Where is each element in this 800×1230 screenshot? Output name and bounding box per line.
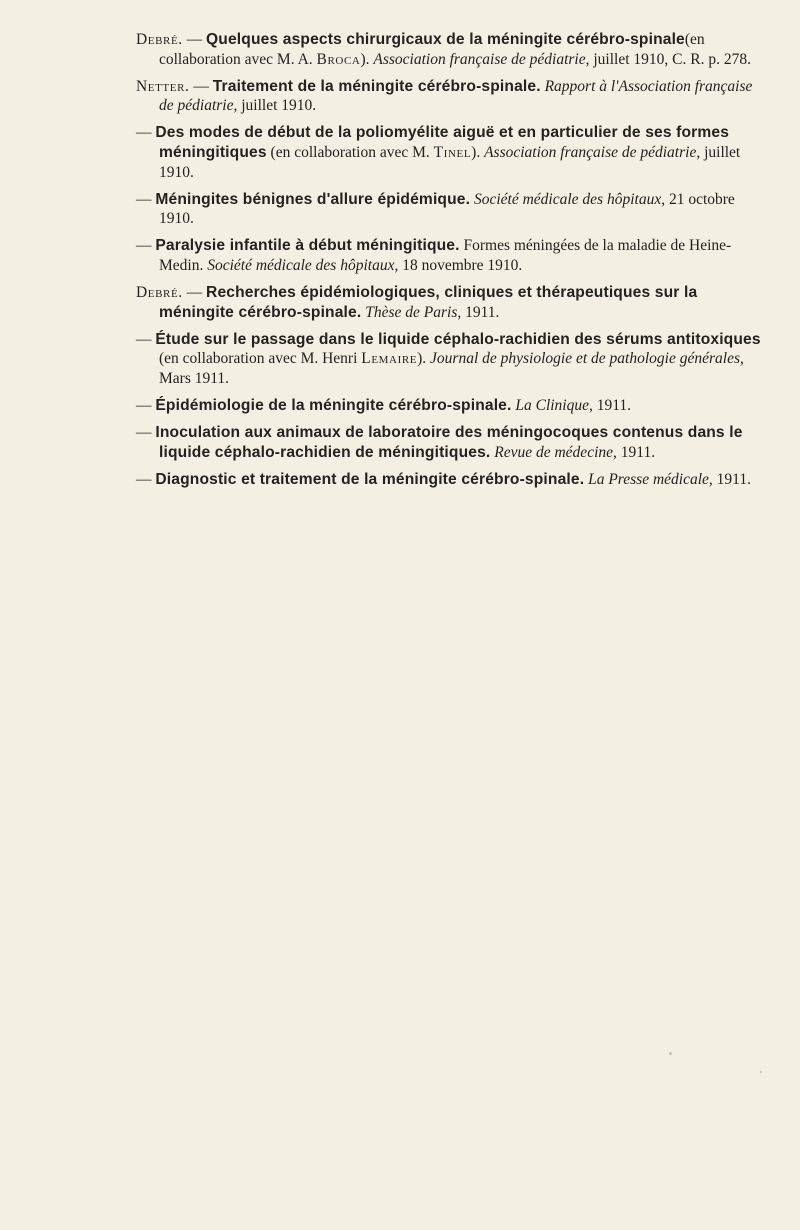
entry-details: , 1911. [589, 397, 632, 414]
entry-author: Debré. [136, 31, 183, 48]
entry-details: , juillet 1910. [159, 143, 741, 181]
entry-dash: — [186, 31, 203, 48]
entry-title: Paralysie infantile à début méningitique. [155, 237, 460, 255]
entry-title: Quelques aspects chirurgicaux de la méningite cérébro-spinale [206, 31, 685, 48]
entry-collaborator: Broca [316, 50, 361, 68]
entry-journal: Revue de médecine [494, 443, 614, 461]
entry-details: , 1911. [613, 443, 656, 461]
entry-title: Étude sur le passage dans le liquide céphalo-rachidien des sérums antitoxiques [155, 330, 761, 348]
entry-details: , 18 novembre 1910. [394, 256, 523, 274]
entry-journal: Rapport à l'Association française de pédiatrie [159, 77, 753, 115]
entry-dash: — [186, 284, 203, 302]
entry-dash: — [136, 424, 152, 442]
entry-details: , 21 octobre 1910. [159, 190, 735, 228]
bibliography-entry [136, 30, 766, 69]
entry-pre: Formes méningées de la maladie de Heine-Medin. [159, 237, 732, 274]
entry-title: Des modes de début de la poliomyélite aiguë et en particulier de ses formes méningitiques [155, 124, 730, 161]
bibliography-entry [136, 470, 766, 490]
entry-journal: Association française de pédiatrie [484, 143, 697, 161]
bibliography-entry [136, 123, 766, 182]
bibliography-entry [136, 236, 766, 275]
entry-details: , 1911. [457, 303, 500, 321]
paper-speck [669, 1052, 672, 1055]
entry-dash: — [136, 330, 152, 348]
entry-details: , juillet 1910. [233, 97, 317, 115]
bibliography-entry [136, 190, 766, 229]
entry-title: Recherches épidémiologiques, cliniques et thérapeutiques sur la méningite cérébro-spinale. [159, 284, 698, 321]
entry-details: , juillet 1910, C. R. p. 278. [585, 50, 751, 68]
entry-pre: (en collaboration avec M. A. [159, 31, 705, 68]
bibliography-entry [136, 396, 766, 416]
entry-pre: (en collaboration avec M. [266, 143, 434, 161]
entry-journal: Thèse de Paris [365, 303, 458, 321]
entry-mid: ). [417, 350, 431, 368]
entry-dash: — [136, 470, 152, 488]
bibliography-entry [136, 283, 766, 322]
entry-dash: — [136, 124, 152, 142]
entry-dash: — [136, 237, 152, 255]
entry-author: Debré. [136, 284, 183, 302]
entry-dash: — [193, 77, 209, 95]
entry-collaborator: Lemaire [361, 350, 418, 368]
entry-journal: Association française de pédiatrie [373, 50, 586, 68]
entry-title: Inoculation aux animaux de laboratoire des méningocoques contenus dans le liquide céphalo-rachidien de méningitiques. [155, 424, 743, 461]
bibliography-entry [136, 330, 766, 389]
bibliography-list [136, 30, 766, 497]
entry-title: Épidémiologie de la méningite cérébro-spinale. [155, 397, 512, 414]
entry-journal: Société médicale des hôpitaux [473, 190, 662, 208]
bibliography-entry [136, 77, 766, 116]
entry-journal: Journal de physiologie et de pathologie générales [430, 350, 740, 368]
entry-mid: ). [360, 50, 374, 68]
entry-journal: La Clinique [515, 397, 589, 414]
entry-title: Méningites bénignes d'allure épidémique. [155, 190, 471, 208]
entry-title: Diagnostic et traitement de la méningite cérébro-spinale. [155, 470, 585, 488]
entry-collaborator: Tinel [433, 143, 472, 161]
entry-journal: Société médicale des hôpitaux [207, 256, 395, 274]
entry-details: , Mars 1911. [159, 350, 744, 387]
entry-dash: — [136, 190, 152, 208]
entry-dash: — [136, 397, 152, 414]
bibliography-entry [136, 423, 766, 462]
entry-author: Netter. [136, 77, 190, 95]
entry-mid: ). [471, 143, 485, 161]
entry-details: , 1911. [708, 470, 751, 488]
entry-title: Traitement de la méningite cérébro-spinale. [212, 77, 541, 95]
entry-journal: La Presse médicale [588, 470, 709, 488]
entry-pre: (en collaboration avec M. Henri [159, 350, 362, 368]
paper-speck [760, 1071, 762, 1073]
